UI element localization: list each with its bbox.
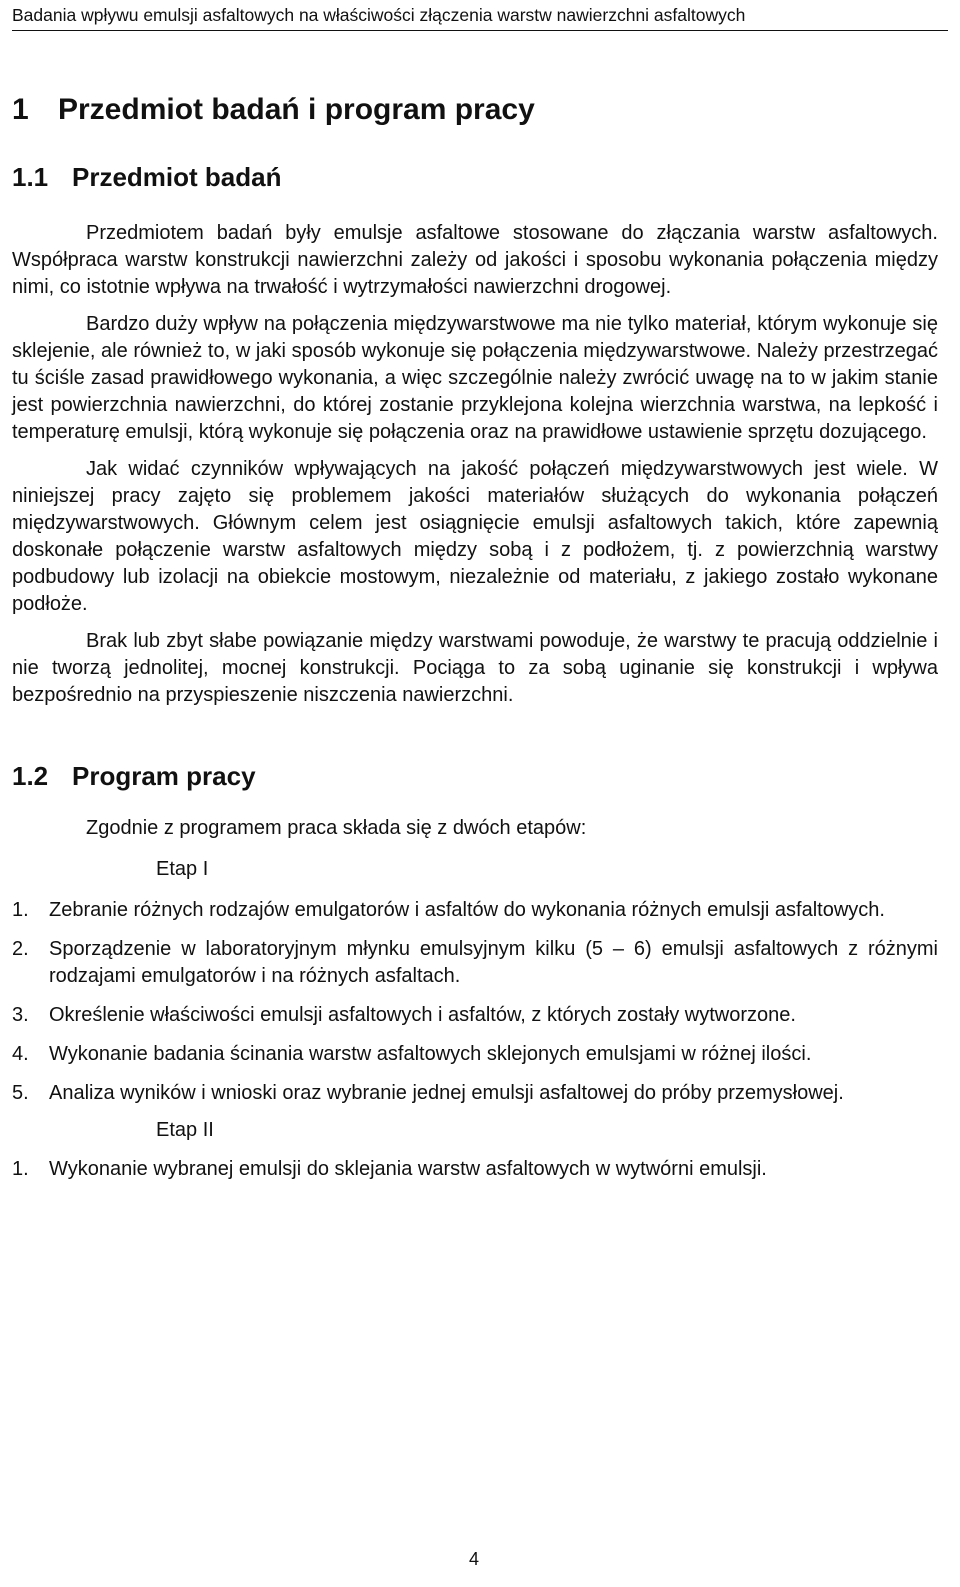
- page-number: 4: [468, 1549, 479, 1569]
- list-item: [12, 897, 938, 924]
- document-body: [12, 88, 938, 1183]
- list-item-number: 2.: [12, 938, 29, 960]
- list-item-number: 4.: [12, 1043, 29, 1065]
- list-item-text: Analiza wyników i wnioski oraz wybranie jednej emulsji asfaltowej do próby przemysłowej.: [49, 1082, 844, 1104]
- list-item-text: Wykonanie badania ścinania warstw asfaltowych sklejonych emulsjami w różnej ilości.: [49, 1043, 812, 1065]
- list-item-number: 5.: [12, 1082, 29, 1104]
- list-item-text: Wykonanie wybranej emulsji do sklejania warstw asfaltowych w wytwórni emulsji.: [49, 1158, 767, 1180]
- section-1-2-heading: [12, 757, 938, 795]
- list-item-number: 1.: [12, 899, 29, 921]
- section-1-1-number: 1.1: [12, 162, 49, 192]
- paragraph: Bardzo duży wpływ na połączenia międzywarstwowe ma nie tylko materiał, którym wykonuje się sklejenie, ale również to, w jaki sposób wykonuje się połączenia międzywarstwowe. Należy przestrzegać tu ściśle zasad prawidłowego wykonania, a więc szczególnie należy zwrócić uwagę na to w jakim stanie jest powierzchnia nawierzchni, do której zostanie przyklejona kolejna wierzchnia warstwa, na lepkość i temperaturę emulsji, którą wykonuje się połączenia oraz na prawidłowe ustawienie sprzętu dozującego.: [12, 313, 938, 443]
- list-item-number: 3.: [12, 1004, 29, 1026]
- paragraph: Brak lub zbyt słabe powiązanie między warstwami powoduje, że warstwy te pracują oddzielnie i nie tworzą jednolitej, mocnej konstrukcji. Pociąga to za sobą uginanie się konstrukcji i wpływa bezpośrednio na przyspieszenie niszczenia nawierzchni.: [12, 630, 938, 706]
- running-header: [12, 4, 948, 31]
- section-1-number: 1: [12, 93, 29, 126]
- list-item-text: Określenie właściwości emulsji asfaltowych i asfaltów, z których zostały wytworzone.: [49, 1004, 796, 1026]
- list-item: [12, 1002, 938, 1029]
- list-item: [12, 936, 938, 990]
- paragraph: Jak widać czynników wpływających na jakość połączeń międzywarstwowych jest wiele. W niniejszej pracy zajęto się problemem jakości materiałów służących do wykonania połączeń międzywarstwowych. Głównym celem jest osiągnięcie emulsji asfaltowych takich, które zapewnią doskonałe połączenie warstw asfaltowych między sobą i z podłożem, tj. z powierzchnią warstwy podbudowy lub izolacji na obiekcie mostowym, niezależnie od materiału, z jakiego zostało wykonane podłoże.: [12, 458, 938, 615]
- list-item-text: Sporządzenie w laboratoryjnym młynku emulsyjnym kilku (5 – 6) emulsji asfaltowych z różnymi rodzajami emulgatorów i na różnych asfaltach.: [49, 938, 938, 987]
- list-item-text: Zebranie różnych rodzajów emulgatorów i asfaltów do wykonania różnych emulsji asfaltowych.: [49, 899, 885, 921]
- section-1-2-number: 1.2: [12, 761, 49, 791]
- stage-1-list: [12, 897, 938, 1107]
- stage-2-list: [12, 1156, 938, 1183]
- list-item: [12, 1080, 938, 1107]
- section-1-heading: [12, 88, 938, 132]
- section-1-1-title: Przedmiot badań: [72, 162, 282, 192]
- section-1-1-heading: [12, 158, 938, 196]
- running-header-text: Badania wpływu emulsji asfaltowych na właściwości złączenia warstw nawierzchni asfaltowych: [12, 5, 746, 25]
- paragraph: Przedmiotem badań były emulsje asfaltowe stosowane do złączania warstw asfaltowych. Współpraca warstw konstrukcji nawierzchni zależy od jakości i sposobu wykonania połączenia między nimi, co istotnie wpływa na trwałość i wytrzymałości nawierzchni drogowej.: [12, 222, 938, 298]
- stage-2-label: Etap II: [156, 1119, 214, 1141]
- section-1-2-title: Program pracy: [72, 761, 256, 791]
- stage-1-label: Etap I: [156, 858, 209, 880]
- section-1-title: Przedmiot badań i program pracy: [58, 93, 535, 126]
- list-item: [12, 1041, 938, 1068]
- program-intro: Zgodnie z programem praca składa się z dwóch etapów:: [86, 817, 587, 839]
- list-item-number: 1.: [12, 1158, 29, 1180]
- list-item: [12, 1156, 938, 1183]
